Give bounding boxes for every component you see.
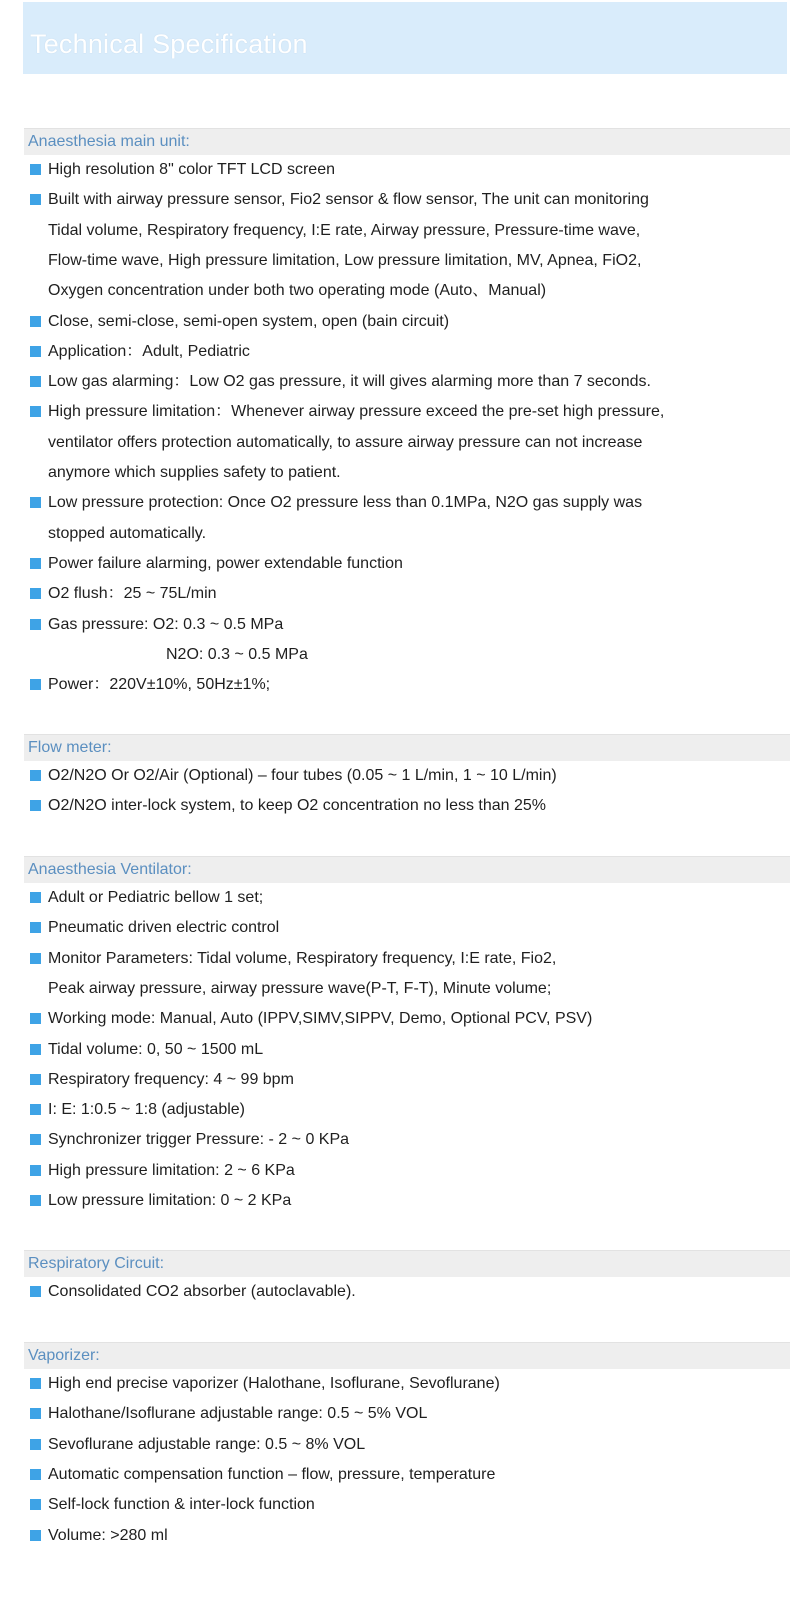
spec-line-text: ventilator offers protection automatically, to assure airway pressure can not increase bbox=[48, 433, 643, 451]
spec-line bbox=[48, 1374, 500, 1404]
square-bullet-icon bbox=[30, 1195, 41, 1206]
section-heading: Flow meter: bbox=[28, 739, 112, 756]
spec-line bbox=[48, 1130, 349, 1160]
spec-line bbox=[48, 615, 283, 645]
spec-line-text: N2O: 0.3 ~ 0.5 MPa bbox=[166, 645, 308, 663]
spec-line bbox=[48, 433, 642, 463]
square-bullet-icon bbox=[30, 1044, 41, 1055]
spec-line bbox=[48, 584, 217, 614]
spec-line bbox=[48, 402, 664, 432]
spec-line-text: High end precise vaporizer (Halothane, Isoflurane, Sevoflurane) bbox=[48, 1375, 500, 1392]
square-bullet-icon bbox=[30, 406, 41, 417]
spec-line bbox=[48, 1191, 291, 1221]
square-bullet-icon bbox=[30, 1286, 41, 1297]
spec-line-text: Gas pressure: O2: 0.3 ~ 0.5 MPa bbox=[48, 615, 284, 633]
square-bullet-icon bbox=[30, 194, 41, 205]
spec-line-text: High pressure limitation：Whenever airway pressure exceed the pre-set high pressure, bbox=[48, 403, 665, 421]
spec-line bbox=[48, 949, 556, 979]
section-heading: Respiratory Circuit: bbox=[28, 1255, 165, 1272]
square-bullet-icon bbox=[30, 1165, 41, 1176]
section-heading: Vaporizer: bbox=[28, 1347, 100, 1364]
spec-line-text: O2/N2O Or O2/Air (Optional) – four tubes (0.05 ~ 1 L/min, 1 ~ 10 L/min) bbox=[48, 767, 557, 784]
spec-line-text: Tidal volume: 0, 50 ~ 1500 mL bbox=[48, 1040, 264, 1058]
spec-line-text: Tidal volume, Respiratory frequency, I:E rate, Airway pressure, Pressure-time wave, bbox=[48, 221, 641, 239]
square-bullet-icon bbox=[30, 1530, 41, 1541]
spec-line-text: Peak airway pressure, airway pressure wave(P-T, F-T), Minute volume; bbox=[48, 979, 552, 997]
square-bullet-icon bbox=[30, 800, 41, 811]
section-header bbox=[24, 1250, 790, 1277]
spec-line bbox=[48, 221, 640, 251]
spec-line-text: stopped automatically. bbox=[48, 524, 207, 542]
square-bullet-icon bbox=[30, 619, 41, 630]
section-header bbox=[24, 734, 790, 761]
spec-line-text: Synchronizer trigger Pressure: - 2 ~ 0 KPa bbox=[48, 1131, 350, 1149]
section-header bbox=[24, 128, 790, 155]
square-bullet-icon bbox=[30, 316, 41, 327]
square-bullet-icon bbox=[30, 1074, 41, 1085]
spec-line bbox=[48, 342, 250, 372]
square-bullet-icon bbox=[30, 770, 41, 781]
square-bullet-icon bbox=[30, 1439, 41, 1450]
spec-line-text: Consolidated CO2 absorber (autoclavable). bbox=[48, 1283, 356, 1300]
square-bullet-icon bbox=[30, 1013, 41, 1024]
spec-line-text: I: E: 1:0.5 ~ 1:8 (adjustable) bbox=[48, 1101, 246, 1119]
square-bullet-icon bbox=[30, 497, 41, 508]
spec-line bbox=[48, 524, 206, 554]
spec-line bbox=[48, 918, 279, 948]
spec-line bbox=[48, 493, 642, 523]
spec-line bbox=[48, 463, 341, 493]
spec-line bbox=[48, 1404, 427, 1434]
spec-line bbox=[48, 251, 641, 281]
square-bullet-icon bbox=[30, 922, 41, 933]
spec-line bbox=[48, 1465, 495, 1495]
spec-line bbox=[48, 1009, 592, 1039]
square-bullet-icon bbox=[30, 1499, 41, 1510]
spec-line-text: Working mode: Manual, Auto (IPPV,SIMV,SIPPV, Demo, Optional PCV, PSV) bbox=[48, 1010, 593, 1028]
section-header bbox=[24, 1342, 790, 1369]
spec-line-text: Sevoflurane adjustable range: 0.5 ~ 8% VOL bbox=[48, 1435, 366, 1453]
square-bullet-icon bbox=[30, 679, 41, 690]
spec-line bbox=[48, 554, 403, 584]
section-header bbox=[24, 856, 790, 883]
square-bullet-icon bbox=[30, 1104, 41, 1115]
title-banner bbox=[23, 2, 787, 74]
square-bullet-icon bbox=[30, 376, 41, 387]
spec-line-text: Self-lock function & inter-lock function bbox=[48, 1496, 315, 1514]
spec-line-text: anymore which supplies safety to patient. bbox=[48, 464, 341, 481]
spec-line bbox=[48, 190, 649, 220]
spec-line-text: Automatic compensation function – flow, pressure, temperature bbox=[48, 1465, 496, 1483]
spec-line bbox=[48, 1526, 168, 1556]
spec-line bbox=[48, 160, 335, 190]
spec-line bbox=[48, 281, 546, 311]
spec-line-text: Halothane/Isoflurane adjustable range: 0.5 ~ 5% VOL bbox=[48, 1405, 428, 1423]
spec-line bbox=[48, 1040, 263, 1070]
square-bullet-icon bbox=[30, 1469, 41, 1480]
spec-line bbox=[48, 1435, 365, 1465]
square-bullet-icon bbox=[30, 164, 41, 175]
spec-line-text: Power：220V±10%, 50Hz±1%; bbox=[48, 676, 271, 694]
spec-line bbox=[48, 1100, 245, 1130]
spec-line-text: Built with airway pressure sensor, Fio2 sensor & flow sensor, The unit can monitoring bbox=[48, 191, 649, 209]
spec-line bbox=[48, 766, 557, 796]
spec-line-text: Monitor Parameters: Tidal volume, Respiratory frequency, I:E rate, Fio2, bbox=[48, 949, 557, 967]
page-title: Technical Specification bbox=[30, 29, 308, 59]
spec-line bbox=[48, 372, 651, 402]
spec-line bbox=[48, 1070, 294, 1100]
spec-line-text: Low pressure limitation: 0 ~ 2 KPa bbox=[48, 1192, 292, 1209]
spec-line bbox=[48, 1282, 356, 1312]
spec-line-text: Application：Adult, Pediatric bbox=[48, 342, 250, 360]
spec-line-text: Close, semi-close, semi-open system, open (bain circuit) bbox=[48, 312, 450, 330]
section-heading: Anaesthesia main unit: bbox=[28, 133, 190, 150]
spec-line-text: Low gas alarming：Low O2 gas pressure, it will gives alarming more than 7 seconds. bbox=[48, 373, 651, 391]
spec-line bbox=[48, 888, 263, 918]
spec-line-text: Volume: >280 ml bbox=[48, 1526, 168, 1544]
spec-line bbox=[166, 645, 308, 675]
spec-line bbox=[48, 675, 270, 705]
spec-line-text: O2/N2O inter-lock system, to keep O2 concentration no less than 25% bbox=[48, 797, 547, 815]
square-bullet-icon bbox=[30, 1378, 41, 1389]
square-bullet-icon bbox=[30, 346, 41, 357]
spec-line-text: High pressure limitation: 2 ~ 6 KPa bbox=[48, 1161, 295, 1179]
square-bullet-icon bbox=[30, 1134, 41, 1145]
spec-line bbox=[48, 1495, 315, 1525]
spec-line bbox=[48, 1161, 295, 1191]
spec-line-text: Pneumatic driven electric control bbox=[48, 919, 280, 937]
square-bullet-icon bbox=[30, 892, 41, 903]
section-heading: Anaesthesia Ventilator: bbox=[28, 861, 192, 878]
spec-line-text: Oxygen concentration under both two operating mode (Auto、Manual) bbox=[48, 282, 547, 300]
spec-line bbox=[48, 796, 546, 826]
spec-line bbox=[48, 312, 449, 342]
spec-line-text: High resolution 8" color TFT LCD screen bbox=[48, 161, 335, 178]
spec-line-text: Low pressure protection: Once O2 pressure less than 0.1MPa, N2O gas supply was bbox=[48, 494, 643, 512]
spec-line-text: Adult or Pediatric bellow 1 set; bbox=[48, 889, 264, 906]
spec-line bbox=[48, 979, 551, 1009]
spec-line-text: Flow-time wave, High pressure limitation, Low pressure limitation, MV, Apnea, FiO2, bbox=[48, 251, 642, 269]
square-bullet-icon bbox=[30, 1408, 41, 1419]
spec-line-text: Power failure alarming, power extendable function bbox=[48, 554, 403, 572]
square-bullet-icon bbox=[30, 953, 41, 964]
square-bullet-icon bbox=[30, 558, 41, 569]
spec-line-text: O2 flush：25 ~ 75L/min bbox=[48, 585, 217, 603]
square-bullet-icon bbox=[30, 588, 41, 599]
spec-line-text: Respiratory frequency: 4 ~ 99 bpm bbox=[48, 1070, 294, 1088]
